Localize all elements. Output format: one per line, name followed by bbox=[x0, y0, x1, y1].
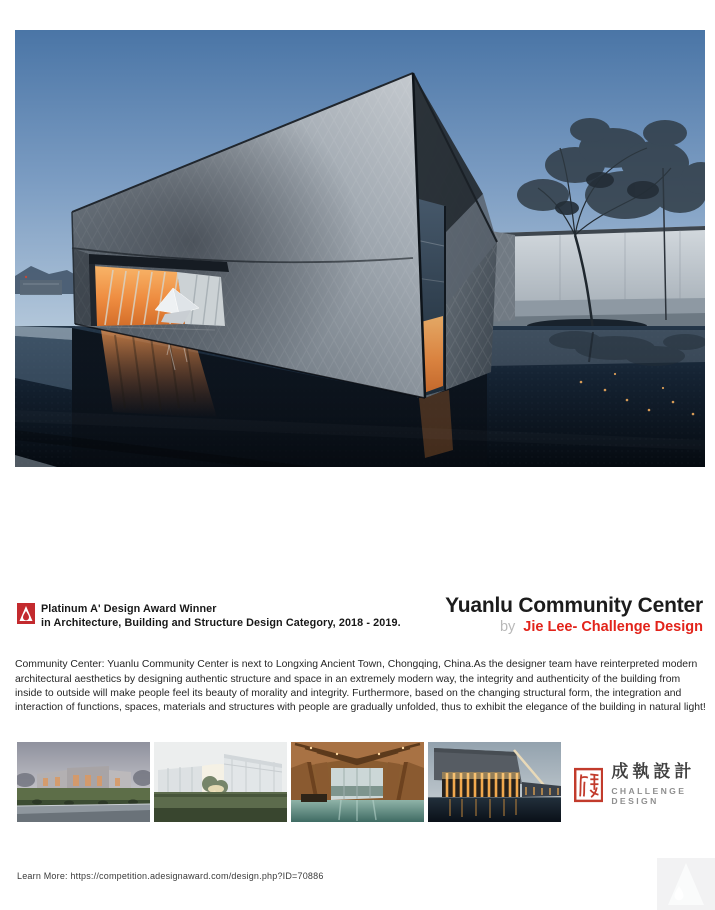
award-line-1: Platinum A' Design Award Winner bbox=[41, 603, 217, 615]
hero-photo-art bbox=[15, 30, 705, 467]
thumbnail-4[interactable] bbox=[428, 742, 561, 822]
brand-name-latin: CHALLENGE DESIGN bbox=[611, 786, 687, 806]
aprime-award-badge-icon bbox=[17, 602, 35, 624]
project-description: Community Center: Yuanlu Community Center is next to Longxing Ancient Town, Chongqing, China.As the designer team have reinterpreted modern architectural aesthetics by designing authentic structure and space in an extremely modern way, the integrity and authenticity of the building from inside to outside will make people feel its beauty of morality and integrity. Furthermore, based on the changing structural form, the integration and interaction of functions, spaces, materials and structures with people are gradually unfolded, thus to exhibit the elegance of the building in natural light! bbox=[15, 659, 706, 714]
award-line-2: in Architecture, Building and Structure Design Category, 2018 - 2019. bbox=[41, 617, 401, 630]
title-block bbox=[445, 595, 703, 635]
award-banner bbox=[17, 602, 401, 631]
thumbnail-2-art bbox=[154, 742, 287, 822]
thumbnail-3-art bbox=[291, 742, 424, 822]
learn-more-link[interactable]: Learn More: https://competition.adesignaward.com/design.php?ID=70886 bbox=[17, 871, 324, 881]
brand-block bbox=[574, 764, 715, 806]
thumbnail-2[interactable] bbox=[154, 742, 287, 822]
hero-photo bbox=[15, 30, 705, 467]
entrance-glow bbox=[89, 254, 229, 326]
designer-name: Jie Lee- Challenge Design bbox=[523, 619, 703, 636]
aprime-watermark-icon bbox=[657, 858, 715, 910]
brand-name-cjk: 成執設計 bbox=[611, 762, 696, 782]
byline bbox=[445, 619, 703, 635]
brand-names bbox=[611, 764, 715, 806]
project-title: Yuanlu Community Center bbox=[445, 594, 703, 617]
thumbnail-1-art bbox=[17, 742, 150, 822]
thumbnail-4-art bbox=[428, 742, 561, 822]
thumbnail-row bbox=[17, 742, 561, 822]
by-prefix: by bbox=[499, 619, 516, 636]
distant-buildings bbox=[20, 280, 62, 295]
thumbnail-3[interactable] bbox=[291, 742, 424, 822]
brand-seal-icon bbox=[574, 764, 603, 806]
thumbnail-1[interactable] bbox=[17, 742, 150, 822]
